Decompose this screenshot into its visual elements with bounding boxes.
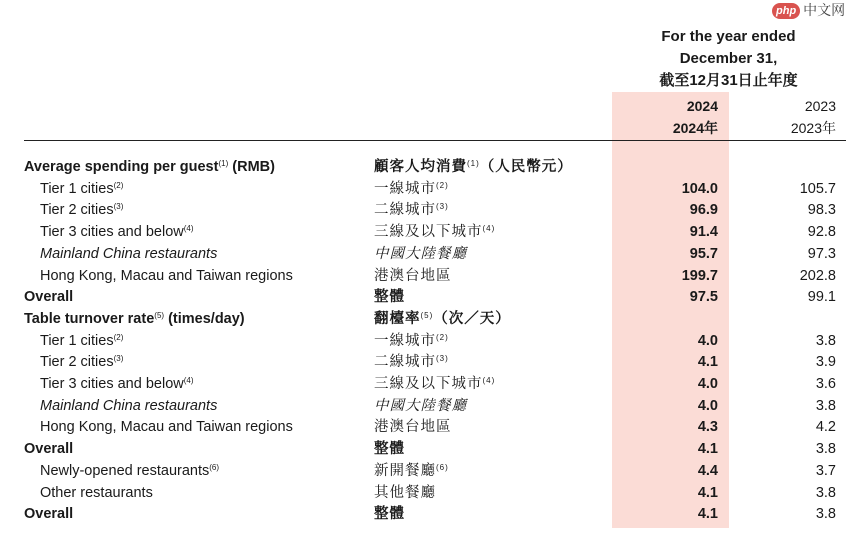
row-label-en-text: Average spending per guest: [24, 159, 219, 175]
value-2024: 104.0: [681, 180, 718, 197]
row-label-zh-text: 中國大陸餐廳: [374, 397, 467, 414]
value-2024: 4.1: [697, 354, 718, 371]
table-row: [0, 200, 855, 221]
row-label-en: [40, 244, 217, 265]
row-label-en: [40, 483, 153, 504]
footnote-ref: (4): [183, 376, 194, 385]
row-label-zh: [374, 483, 436, 504]
value-2023: 3.6: [815, 376, 836, 392]
row-label-zh: [374, 157, 573, 178]
row-label-en: [40, 396, 217, 417]
row-label-zh-text: 三線及以下城市: [374, 376, 483, 392]
row-label-zh-text: 三線及以下城市: [374, 224, 483, 241]
table-row: [0, 244, 855, 265]
row-label-zh: [374, 352, 449, 373]
column-header-2024-zh: 2024年: [672, 120, 718, 136]
value-2023: 3.8: [815, 332, 836, 349]
table-row: [0, 504, 855, 525]
row-label-zh: [374, 331, 449, 352]
table-row: [0, 439, 855, 460]
row-label-en-text: Newly-opened restaurants: [40, 462, 210, 479]
period-header-line2: December 31,: [679, 50, 778, 67]
row-label-zh-text: 港澳台地區: [374, 267, 452, 284]
value-2023: 4.2: [815, 419, 836, 436]
value-2023: 3.8: [815, 441, 836, 458]
period-header-line3: 截至12月31日止年度: [659, 72, 798, 89]
row-label-en-text: Hong Kong, Macau and Taiwan regions: [40, 419, 293, 436]
row-label-en-text: Mainland China restaurants: [40, 397, 218, 414]
row-label-en-text: Tier 2 cities: [40, 354, 114, 371]
footnote-ref: (5): [420, 310, 434, 320]
value-2024: 4.3: [697, 419, 718, 436]
row-label-zh: [374, 504, 405, 525]
row-label-en: [40, 222, 194, 243]
footnote-ref: (1): [467, 159, 480, 168]
row-label-en-text: Other restaurants: [40, 484, 153, 501]
value-2023: 202.8: [799, 267, 836, 284]
value-2024: 4.1: [697, 441, 718, 458]
row-label-en-text: Tier 3 cities and below: [40, 224, 184, 241]
row-label-en: [24, 287, 73, 308]
value-2023: 3.9: [815, 354, 836, 371]
row-label-zh-text: 港澳台地區: [374, 419, 452, 436]
row-label-zh-text: 整體: [374, 506, 405, 523]
value-2023: 92.8: [807, 224, 836, 241]
table-row: [0, 461, 855, 482]
value-2023: 3.8: [815, 506, 836, 523]
row-label-zh: [374, 244, 467, 265]
row-label-zh: [374, 461, 449, 482]
value-2024: 97.5: [689, 289, 718, 306]
row-label-zh: [374, 222, 495, 243]
table-row: [0, 352, 855, 373]
row-label-en-text: Hong Kong, Macau and Taiwan regions: [40, 267, 293, 284]
row-label-zh-text: 一線城市: [374, 180, 436, 197]
footnote-ref: (4): [482, 224, 496, 234]
row-label-en: [40, 417, 293, 438]
row-label-en-text: Mainland China restaurants: [40, 245, 218, 262]
site-watermark: [772, 0, 845, 20]
row-label-zh: [374, 417, 452, 438]
value-2024: 199.7: [681, 267, 718, 284]
value-2024: 4.1: [697, 506, 718, 523]
value-2024: 4.0: [697, 397, 718, 414]
row-label-en: [40, 179, 123, 200]
value-2024: 96.9: [689, 202, 718, 219]
footnote-ref: (5): [154, 310, 165, 320]
row-label-zh: [374, 374, 495, 395]
row-label-en: [24, 309, 245, 330]
footnote-ref: (1): [218, 159, 229, 168]
row-label-zh: [374, 309, 511, 330]
period-header-line1: For the year ended: [661, 28, 796, 45]
row-label-zh: [374, 439, 405, 460]
value-2024: 4.1: [697, 484, 718, 501]
column-header-2023: 2023: [804, 98, 836, 114]
footnote-ref: (4): [183, 224, 194, 234]
footnote-ref: (4): [482, 376, 496, 385]
value-2023: 98.3: [807, 202, 836, 219]
table-row: [0, 396, 855, 417]
row-label-en-text: Tier 1 cities: [40, 180, 114, 197]
row-label-zh: [374, 266, 452, 287]
value-2024: 4.0: [697, 376, 718, 392]
value-2024: 95.7: [689, 245, 718, 262]
row-label-en: [40, 200, 123, 221]
row-label-en-text: Tier 1 cities: [40, 332, 114, 349]
table-row: [0, 483, 855, 504]
value-2024: 4.4: [697, 462, 718, 479]
row-label-en-text: Overall: [24, 506, 74, 523]
table-row: [0, 417, 855, 438]
footnote-ref: (2): [436, 332, 449, 342]
row-label-zh-text: 翻檯率: [374, 310, 421, 327]
row-label-zh-text: 二線城市: [374, 202, 436, 219]
footnote-ref: (3): [436, 202, 449, 212]
row-label-zh-text: 中國大陸餐廳: [374, 245, 467, 262]
table-row: [0, 331, 855, 352]
value-2024: 4.0: [697, 332, 718, 349]
watermark-badge: php: [772, 3, 800, 19]
row-label-zh-unit: （次／天）: [433, 310, 511, 327]
footnote-ref: (3): [113, 354, 124, 364]
row-label-zh-text: 二線城市: [374, 354, 436, 371]
footnote-ref: (3): [113, 202, 124, 212]
row-label-en: [24, 157, 275, 178]
row-label-zh: [374, 396, 467, 417]
column-header-2023-zh: 2023年: [790, 120, 836, 136]
value-2023: 3.8: [815, 397, 836, 414]
row-label-en: [40, 374, 194, 395]
row-label-zh: [374, 179, 449, 200]
row-label-en-text: Tier 2 cities: [40, 202, 114, 219]
row-label-en-text: Tier 3 cities and below: [40, 376, 184, 392]
row-label-en: [24, 504, 73, 525]
row-label-en: [40, 266, 293, 287]
header-divider: [24, 140, 846, 141]
table-row: [0, 374, 855, 395]
row-label-en: [40, 352, 123, 373]
table-row: [0, 179, 855, 200]
row-label-en: [24, 439, 73, 460]
table-row: [0, 157, 855, 178]
value-2023: 3.8: [815, 484, 836, 501]
row-label-zh-text: 整體: [374, 289, 405, 306]
table-row: [0, 266, 855, 287]
footnote-ref: (2): [113, 180, 124, 190]
footnote-ref: (6): [209, 462, 220, 472]
value-2023: 97.3: [807, 245, 836, 262]
row-label-zh-text: 顧客人均消費: [374, 159, 467, 175]
footnote-ref: (2): [436, 180, 449, 190]
row-label-en: [40, 331, 123, 352]
row-label-zh-text: 整體: [374, 441, 405, 458]
value-2023: 105.7: [799, 180, 836, 197]
row-label-en-text: Table turnover rate: [24, 310, 155, 327]
watermark-text: 中文网: [803, 2, 846, 18]
row-label-en-unit: (RMB): [228, 159, 275, 175]
footnote-ref: (2): [113, 332, 124, 342]
row-label-zh-text: 其他餐廳: [374, 484, 436, 501]
row-label-en: [40, 461, 219, 482]
footnote-ref: (6): [436, 462, 449, 472]
value-2024: 91.4: [689, 224, 718, 241]
value-2023: 99.1: [807, 289, 836, 306]
row-label-en-text: Overall: [24, 289, 74, 306]
table-row: [0, 287, 855, 308]
row-label-zh: [374, 200, 449, 221]
row-label-zh: [374, 287, 405, 308]
footnote-ref: (3): [436, 354, 449, 364]
row-label-en-text: Overall: [24, 441, 74, 458]
table-row: [0, 309, 855, 330]
table-row: [0, 222, 855, 243]
value-2023: 3.7: [815, 462, 836, 479]
row-label-zh-text: 一線城市: [374, 332, 436, 349]
row-label-zh-unit: （人民幣元）: [479, 159, 573, 175]
row-label-en-unit: (times/day): [164, 310, 245, 327]
column-header-2024: 2024: [686, 98, 718, 114]
row-label-zh-text: 新開餐廳: [374, 462, 436, 479]
